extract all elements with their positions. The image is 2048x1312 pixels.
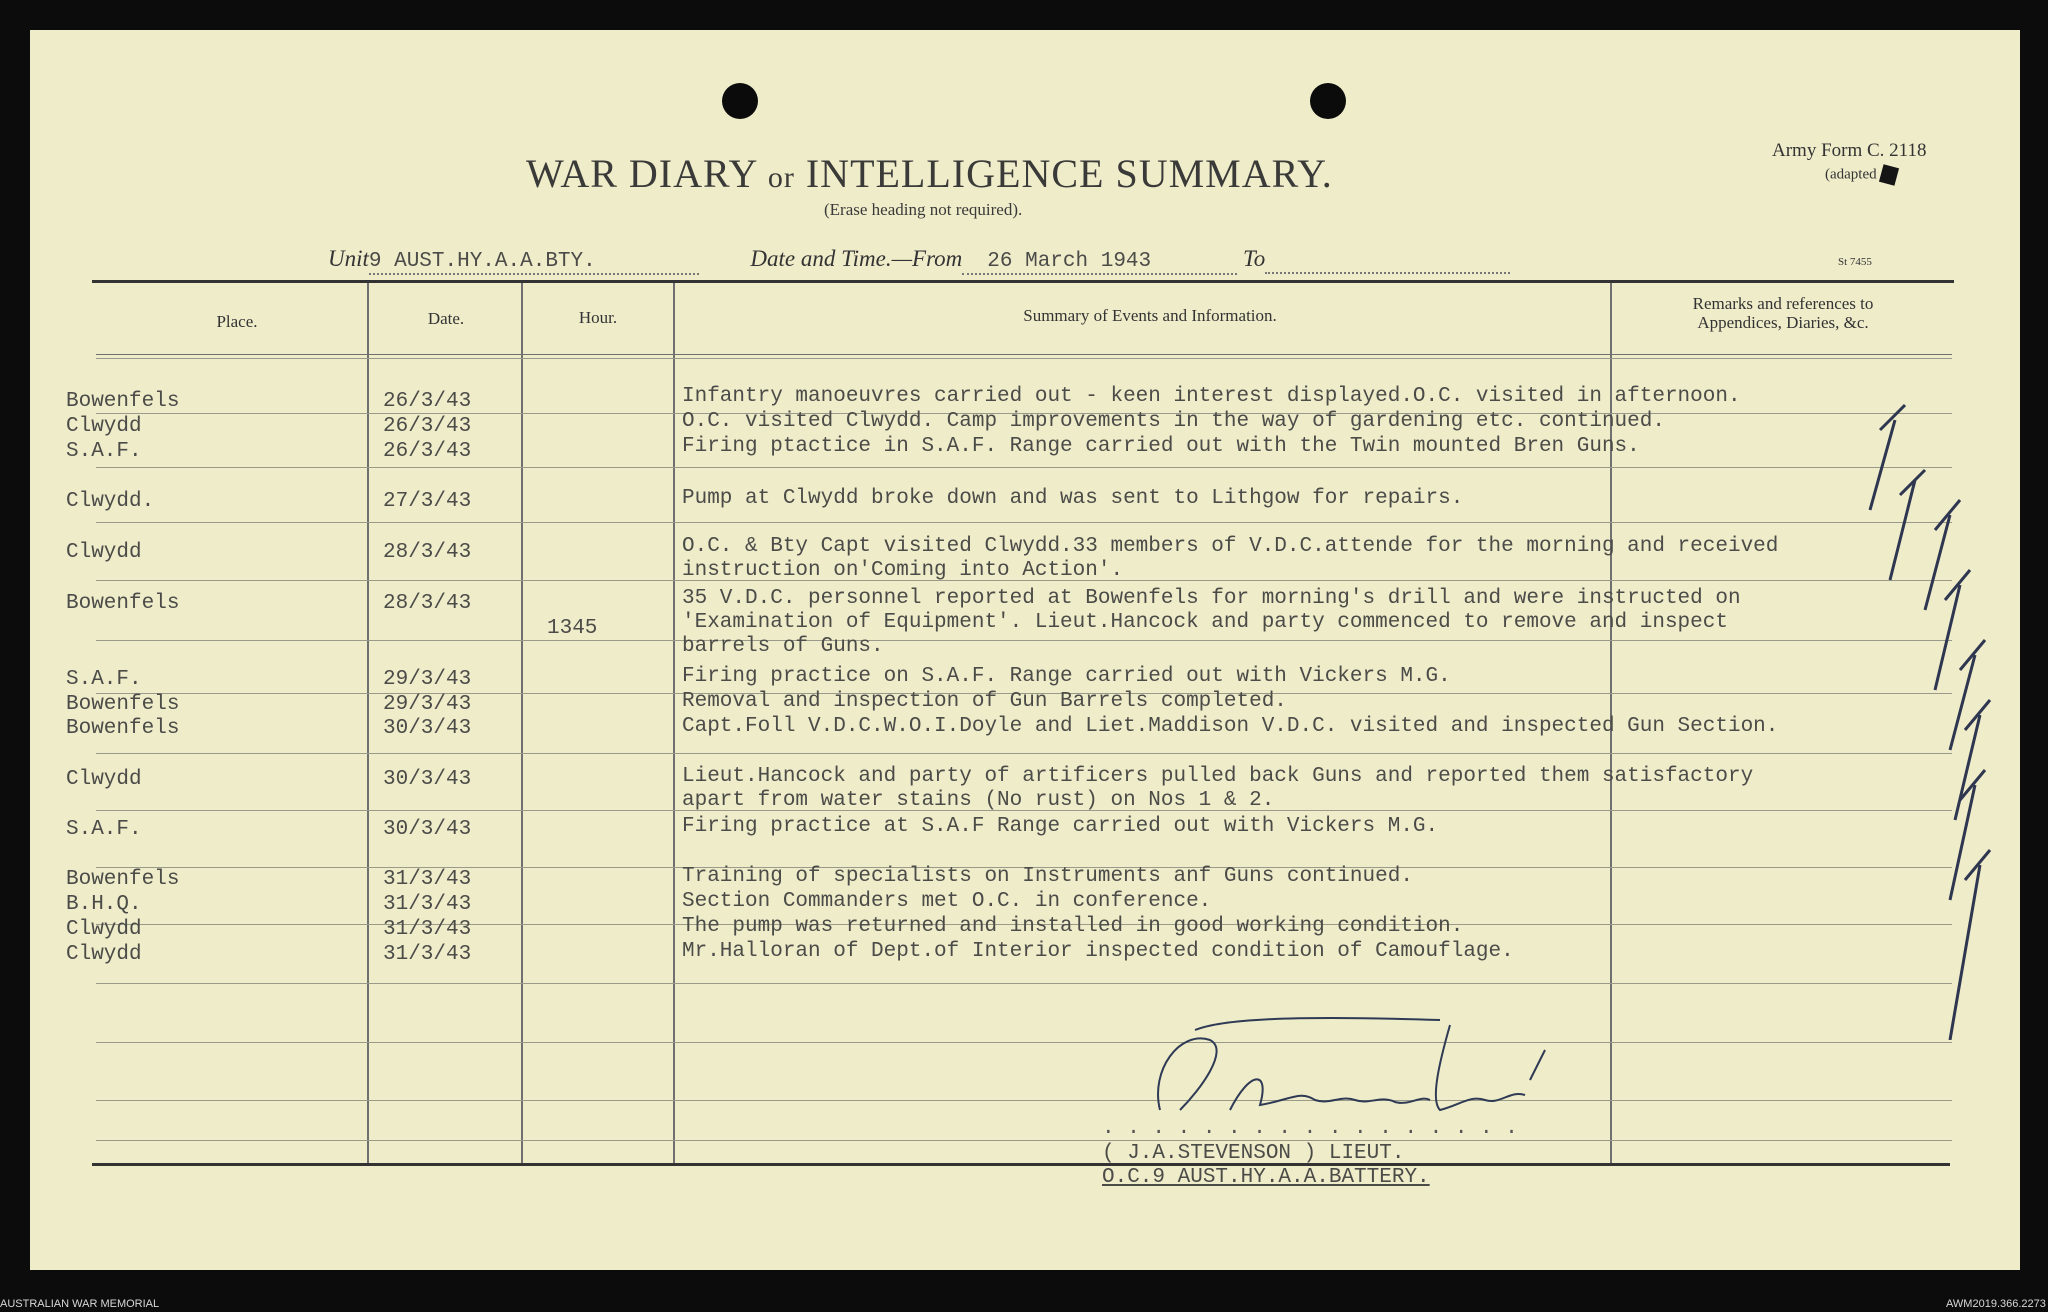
title-intelligence-summary: INTELLIGENCE SUMMARY.: [805, 151, 1333, 196]
date-from-value: 26 March 1943: [962, 250, 1237, 275]
entry-place: Clwydd: [66, 541, 142, 564]
entry-place: Bowenfels: [66, 390, 180, 413]
entry-summary-line: The pump was returned and installed in good working condition.: [682, 915, 1464, 938]
entry-place: Bowenfels: [66, 717, 180, 740]
svg-text:JAStevenson Lieut: JAStevenson Lieut: [1140, 1010, 1148, 1011]
entry-place: S.A.F.: [66, 818, 142, 841]
entry-summary-line: Removal and inspection of Gun Barrels completed.: [682, 690, 1287, 713]
entry-summary-line: apart from water stains (No rust) on Nos 1 & 2.: [682, 789, 1275, 812]
war-diary-page: [30, 30, 2020, 1270]
entry-place: Clwydd: [66, 415, 142, 438]
entry-summary-line: Firing ptactice in S.A.F. Range carried out with the Twin mounted Bren Guns.: [682, 435, 1640, 458]
header-date: Date.: [427, 309, 465, 328]
ink-blot-icon: [1879, 164, 1899, 186]
entry-summary-line: Firing practice on S.A.F. Range carried out with Vickers M.G.: [682, 665, 1451, 688]
entry-summary-line: Pump at Clwydd broke down and was sent to Lithgow for repairs.: [682, 487, 1464, 510]
title-or: or: [767, 161, 795, 194]
entry-place: S.A.F.: [66, 668, 142, 691]
entry-date: 30/3/43: [383, 768, 472, 791]
unit-line: [328, 246, 1510, 275]
ruled-line: [96, 358, 1952, 359]
entry-place: Clwydd: [66, 918, 142, 941]
stock-number: St 7455: [1838, 256, 1872, 268]
entry-place: B.H.Q.: [66, 893, 142, 916]
punch-hole-right: [1310, 83, 1346, 119]
entry-summary-line: Capt.Foll V.D.C.W.O.I.Doyle and Liet.Maddison V.D.C. visited and inspected Gun Section.: [682, 715, 1779, 738]
adapted-label: (adapted: [1825, 166, 1897, 184]
header-remarks-line2: Appendices, Diaries, &c.: [1697, 313, 1869, 332]
to-label: To: [1243, 246, 1266, 271]
ruled-line: [96, 522, 1952, 523]
entry-place: Bowenfels: [66, 868, 180, 891]
entry-summary-line: O.C. visited Clwydd. Camp improvements in the way of gardening etc. continued.: [682, 410, 1665, 433]
entry-summary-line: 'Examination of Equipment'. Lieut.Hancock and party commenced to remove and inspect: [682, 611, 1728, 634]
ruled-line: [96, 1042, 1952, 1043]
entry-summary-line: Firing practice at S.A.F Range carried out with Vickers M.G.: [682, 815, 1439, 838]
entry-place: Clwydd: [66, 768, 142, 791]
header-underline: [96, 354, 1952, 355]
entry-date: 30/3/43: [383, 818, 472, 841]
ruled-line: [96, 983, 1952, 984]
entry-date: 29/3/43: [383, 693, 472, 716]
column-divider-date: [521, 283, 523, 1163]
header-remarks: [1618, 294, 1948, 332]
entry-summary-line: 35 V.D.C. personnel reported at Bowenfels for morning's drill and were instructed on: [682, 587, 1741, 610]
column-divider-place: [367, 283, 369, 1163]
entry-place: Clwydd.: [66, 490, 155, 513]
army-form-number: Army Form C. 2118: [1772, 140, 1927, 161]
footer-archive-name: AUSTRALIAN WAR MEMORIAL: [0, 1298, 160, 1310]
title-war-diary: WAR DIARY: [526, 151, 757, 196]
header-summary: Summary of Events and Information.: [1023, 306, 1277, 325]
entry-place: Clwydd: [66, 943, 142, 966]
unit-value: 9 AUST.HY.A.A.BTY.: [369, 250, 699, 275]
entry-date: 31/3/43: [383, 868, 472, 891]
ruled-line: [96, 640, 1952, 641]
entry-date: 30/3/43: [383, 717, 472, 740]
remarks-check-marks: [1850, 400, 2010, 1040]
header-remarks-line1: Remarks and references to: [1692, 294, 1874, 313]
entry-date: 28/3/43: [383, 592, 472, 615]
entry-date: 28/3/43: [383, 541, 472, 564]
entry-date: 31/3/43: [383, 918, 472, 941]
table-bottom-rule: [92, 1163, 1950, 1166]
entry-place: S.A.F.: [66, 440, 142, 463]
signature-name-line: ( J.A.STEVENSON ) LIEUT.: [1102, 1142, 1405, 1165]
column-divider-hour: [673, 283, 675, 1163]
entry-summary-line: Lieut.Hancock and party of artificers pulled back Guns and reported them satisfactory: [682, 765, 1754, 788]
header-hour: Hour.: [578, 308, 618, 327]
entry-summary-line: Training of specialists on Instruments anf Guns continued.: [682, 865, 1413, 888]
signature-unit-line: O.C.9 AUST.HY.A.A.BATTERY.: [1102, 1166, 1430, 1189]
entry-date: 31/3/43: [383, 893, 472, 916]
ruled-line: [96, 1140, 1952, 1141]
entry-hour: 1345: [547, 617, 598, 640]
entry-date: 27/3/43: [383, 490, 472, 513]
entry-place: Bowenfels: [66, 693, 180, 716]
table-top-rule: [92, 280, 1954, 283]
form-subtitle: (Erase heading not required).: [824, 200, 1023, 219]
unit-label: Unit: [328, 246, 369, 271]
entry-summary-line: Infantry manoeuvres carried out - keen interest displayed.O.C. visited in afternoon.: [682, 385, 1741, 408]
form-title: [526, 150, 1333, 197]
entry-summary-line: Section Commanders met O.C. in conference.: [682, 890, 1212, 913]
ruled-line: [96, 753, 1952, 754]
entry-date: 26/3/43: [383, 415, 472, 438]
entry-summary-line: O.C. & Bty Capt visited Clwydd.33 members of V.D.C.attende for the morning and received: [682, 535, 1779, 558]
signature-dots: . . . . . . . . . . . . . . . . .: [1102, 1117, 1518, 1140]
footer-archive-id: AWM2019.366.2273: [1946, 1298, 2046, 1310]
entry-date: 26/3/43: [383, 440, 472, 463]
punch-hole-left: [722, 83, 758, 119]
ruled-line: [96, 1100, 1952, 1101]
entry-place: Bowenfels: [66, 592, 180, 615]
entry-summary-line: instruction on'Coming into Action'.: [682, 559, 1124, 582]
entry-date: 31/3/43: [383, 943, 472, 966]
entry-summary-line: Mr.Halloran of Dept.of Interior inspected condition of Camouflage.: [682, 940, 1514, 963]
entry-date: 29/3/43: [383, 668, 472, 691]
entry-date: 26/3/43: [383, 390, 472, 413]
entry-summary-line: barrels of Guns.: [682, 635, 884, 658]
to-value: [1265, 246, 1510, 274]
header-place: Place.: [216, 312, 258, 331]
signature-scrawl: [1140, 1010, 1560, 1130]
ruled-line: [96, 467, 1952, 468]
date-time-label: Date and Time.—From: [750, 246, 963, 271]
